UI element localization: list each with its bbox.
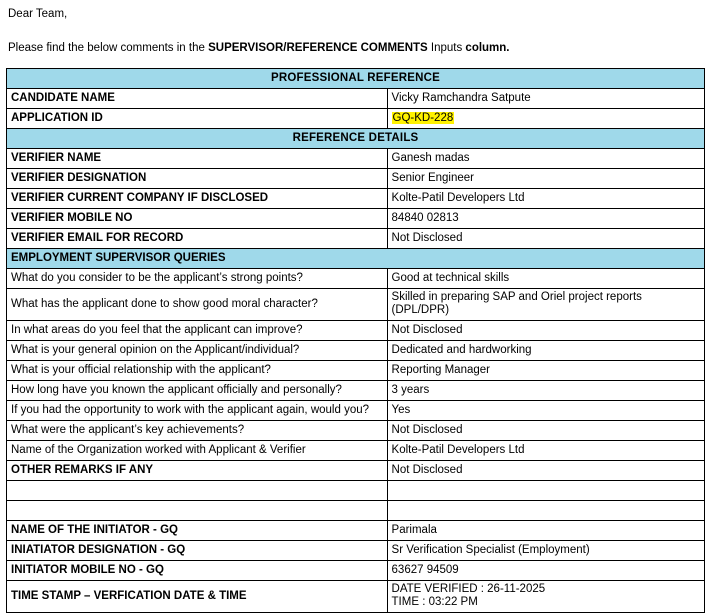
timestamp-date-verified: DATE VERIFIED : 26-11-2025 (391, 583, 546, 595)
intro-message-bold: SUPERVISOR/REFERENCE COMMENTS (208, 42, 428, 54)
table-empty-cell-right (387, 501, 704, 521)
table-empty-row (7, 501, 705, 521)
row-label-key-achievements: What were the applicant’s key achievements? (7, 421, 388, 441)
row-label-application-id: APPLICATION ID (7, 109, 388, 129)
table-row (7, 189, 705, 209)
table-row (7, 149, 705, 169)
row-label-verifier-email: VERIFIER EMAIL FOR RECORD (7, 229, 388, 249)
row-value-verifier-designation: Senior Engineer (387, 169, 704, 189)
row-value-verifier-email: Not Disclosed (387, 229, 704, 249)
table-gap-row (7, 481, 705, 501)
reference-table-body (7, 69, 705, 613)
row-value-general-opinion: Dedicated and hardworking (387, 341, 704, 361)
table-row-section-reference-details (7, 129, 705, 149)
row-label-timestamp: TIME STAMP – VERFICATION DATE & TIME (7, 581, 388, 613)
table-row (7, 461, 705, 481)
row-value-organization-name: Kolte-Patil Developers Ltd (387, 441, 704, 461)
row-value-areas-improve: Not Disclosed (387, 321, 704, 341)
table-row (7, 321, 705, 341)
row-label-initiator-name: NAME OF THE INITIATOR - GQ (7, 521, 388, 541)
table-row (7, 169, 705, 189)
row-value-initiator-mobile: 63627 94509 (387, 561, 704, 581)
row-value-work-again: Yes (387, 401, 704, 421)
section-header-professional-reference: PROFESSIONAL REFERENCE (7, 69, 705, 89)
intro-block (6, 8, 701, 54)
application-id-highlight: GQ-KD-228 (392, 111, 454, 124)
row-label-organization-name: Name of the Organization worked with Applicant & Verifier (7, 441, 388, 461)
table-row (7, 89, 705, 109)
row-label-verifier-name: VERIFIER NAME (7, 149, 388, 169)
table-row (7, 269, 705, 289)
row-label-general-opinion: What is your general opinion on the Applicant/individual? (7, 341, 388, 361)
greeting-text: Dear Team, (8, 8, 68, 20)
row-label-other-remarks: OTHER REMARKS IF ANY (7, 461, 388, 481)
table-row (7, 521, 705, 541)
row-value-other-remarks: Not Disclosed (387, 461, 704, 481)
row-value-key-achievements: Not Disclosed (387, 421, 704, 441)
table-gap-cell-left (7, 481, 388, 501)
row-value-moral-character: Skilled in preparing SAP and Oriel project reports (DPL/DPR) (387, 289, 704, 321)
intro-message-prefix: Please find the below comments in the (8, 42, 209, 54)
table-row-section-professional-reference (7, 69, 705, 89)
table-row (7, 561, 705, 581)
intro-message-bold2: column. (465, 42, 510, 54)
row-label-candidate-name: CANDIDATE NAME (7, 89, 388, 109)
row-label-moral-character: What has the applicant done to show good moral character? (7, 289, 388, 321)
row-value-official-relationship: Reporting Manager (387, 361, 704, 381)
row-value-initiator-designation: Sr Verification Specialist (Employment) (387, 541, 704, 561)
row-value-application-id-cell (387, 109, 704, 129)
row-value-known-duration: 3 years (387, 381, 704, 401)
table-row (7, 209, 705, 229)
row-value-candidate-name: Vicky Ramchandra Satpute (387, 89, 704, 109)
table-row (7, 401, 705, 421)
timestamp-time: TIME : 03:22 PM (391, 596, 478, 608)
table-row (7, 341, 705, 361)
row-label-initiator-mobile: INITIATOR MOBILE NO - GQ (7, 561, 388, 581)
table-row (7, 381, 705, 401)
intro-message-mid: Inputs (427, 42, 466, 54)
table-row (7, 361, 705, 381)
row-value-initiator-name: Parimala (387, 521, 704, 541)
row-value-verifier-mobile: 84840 02813 (387, 209, 704, 229)
row-label-verifier-designation: VERIFIER DESIGNATION (7, 169, 388, 189)
row-value-strong-points: Good at technical skills (387, 269, 704, 289)
row-value-verifier-name: Ganesh madas (387, 149, 704, 169)
row-value-timestamp (387, 581, 704, 613)
table-row (7, 541, 705, 561)
row-label-official-relationship: What is your official relationship with the applicant? (7, 361, 388, 381)
row-label-areas-improve: In what areas do you feel that the applicant can improve? (7, 321, 388, 341)
table-row (7, 289, 705, 321)
row-label-initiator-designation: INIATIATOR DESIGNATION - GQ (7, 541, 388, 561)
section-header-employment-supervisor-queries: EMPLOYMENT SUPERVISOR QUERIES (7, 249, 705, 269)
row-label-known-duration: How long have you known the applicant officially and personally? (7, 381, 388, 401)
table-row (7, 441, 705, 461)
row-label-verifier-company: VERIFIER CURRENT COMPANY IF DISCLOSED (7, 189, 388, 209)
row-label-verifier-mobile: VERIFIER MOBILE NO (7, 209, 388, 229)
table-row-timestamp (7, 581, 705, 613)
table-row-section-employment-supervisor-queries (7, 249, 705, 269)
reference-table (6, 68, 705, 613)
table-gap-cell-right (387, 481, 704, 501)
table-row (7, 421, 705, 441)
table-row (7, 109, 705, 129)
document-page (0, 8, 707, 608)
table-row (7, 229, 705, 249)
row-value-verifier-company: Kolte-Patil Developers Ltd (387, 189, 704, 209)
section-header-reference-details: REFERENCE DETAILS (7, 129, 705, 149)
row-label-work-again: If you had the opportunity to work with the applicant again, would you? (7, 401, 388, 421)
table-empty-cell-left (7, 501, 388, 521)
intro-message (8, 42, 701, 54)
row-label-strong-points: What do you consider to be the applicant’s strong points? (7, 269, 388, 289)
